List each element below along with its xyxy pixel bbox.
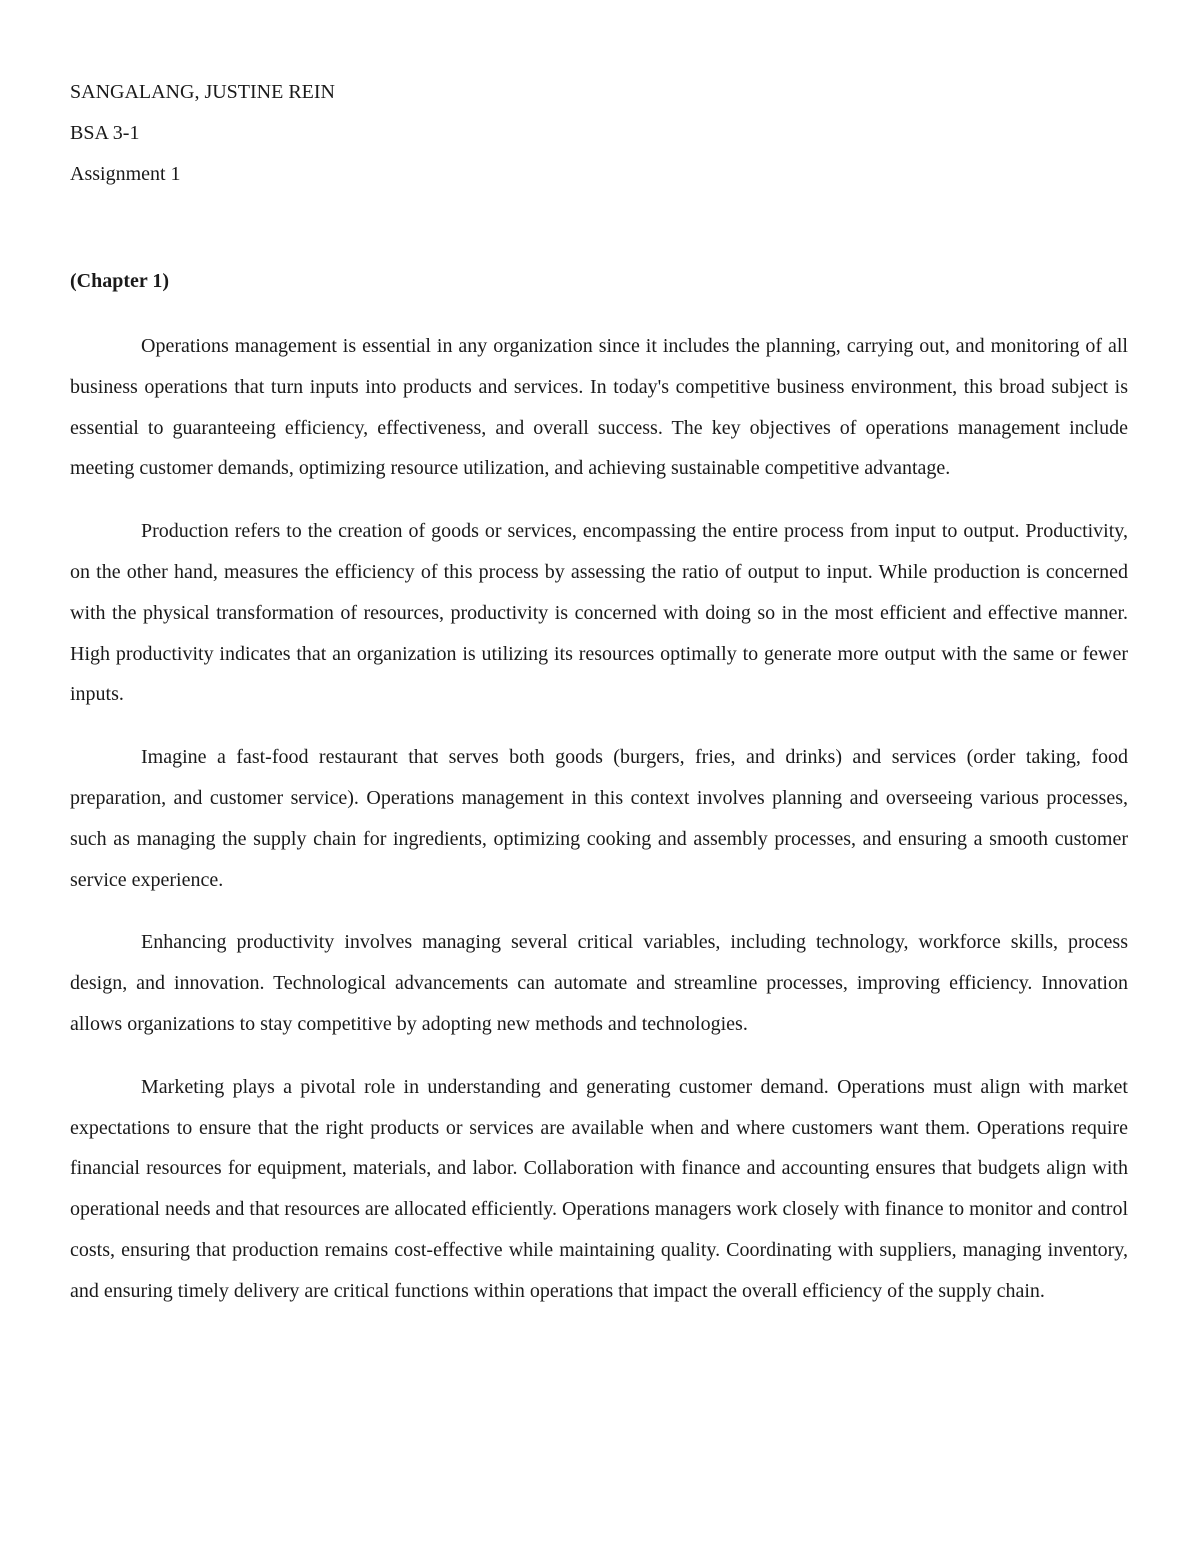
paragraph-operations-management: Operations management is essential in any organization since it includes the planning, carrying out, and monitoring of all business operations that turn inputs into products and services. In today's competitive business environment, this broad subject is essential to guaranteeing efficiency, effectiveness, and overall success. The key objectives of operations management include meeting customer demands, optimizing resource utilization, and achieving sustainable competitive advantage. (70, 335, 1128, 480)
document-page (70, 72, 1128, 1312)
paragraph-fast-food-example: Imagine a fast-food restaurant that serves both goods (burgers, fries, and drinks) and services (order taking, food preparation, and customer service). Operations management in this context involves planning and overseeing various processes, such as managing the supply chain for ingredients, optimizing cooking and assembly processes, and ensuring a smooth customer service experience. (70, 746, 1128, 891)
paragraph-enhancing-productivity: Enhancing productivity involves managing several critical variables, including technology, workforce skills, process design, and innovation. Technological advancements can automate and streamline processes, improving efficiency. Innovation allows organizations to stay competitive by adopting new methods and technologies. (70, 931, 1128, 1035)
chapter-heading: (Chapter 1) (70, 270, 170, 292)
student-section: BSA 3-1 (70, 122, 140, 144)
student-name: SANGALANG, JUSTINE REIN (70, 81, 335, 103)
assignment-title: Assignment 1 (70, 163, 181, 185)
paragraph-production-productivity: Production refers to the creation of goods or services, encompassing the entire process from input to output. Productivity, on the other hand, measures the efficiency of this process by assessing the ratio of output to input. While production is concerned with the physical transformation of resources, productivity is concerned with doing so in the most efficient and effective manner. High productivity indicates that an organization is utilizing its resources optimally to generate more output with the same or fewer inputs. (70, 520, 1128, 706)
paragraph-marketing-finance: Marketing plays a pivotal role in understanding and generating customer demand. Operations must align with market expectations to ensure that the right products or services are available when and where customers want them. Operations require financial resources for equipment, materials, and labor. Collaboration with finance and accounting ensures that budgets align with operational needs and that resources are allocated efficiently. Operations managers work closely with finance to monitor and control costs, ensuring that production remains cost-effective while maintaining quality. Coordinating with suppliers, managing inventory, and ensuring timely delivery are critical functions within operations that impact the overall efficiency of the supply chain. (70, 1075, 1128, 1302)
